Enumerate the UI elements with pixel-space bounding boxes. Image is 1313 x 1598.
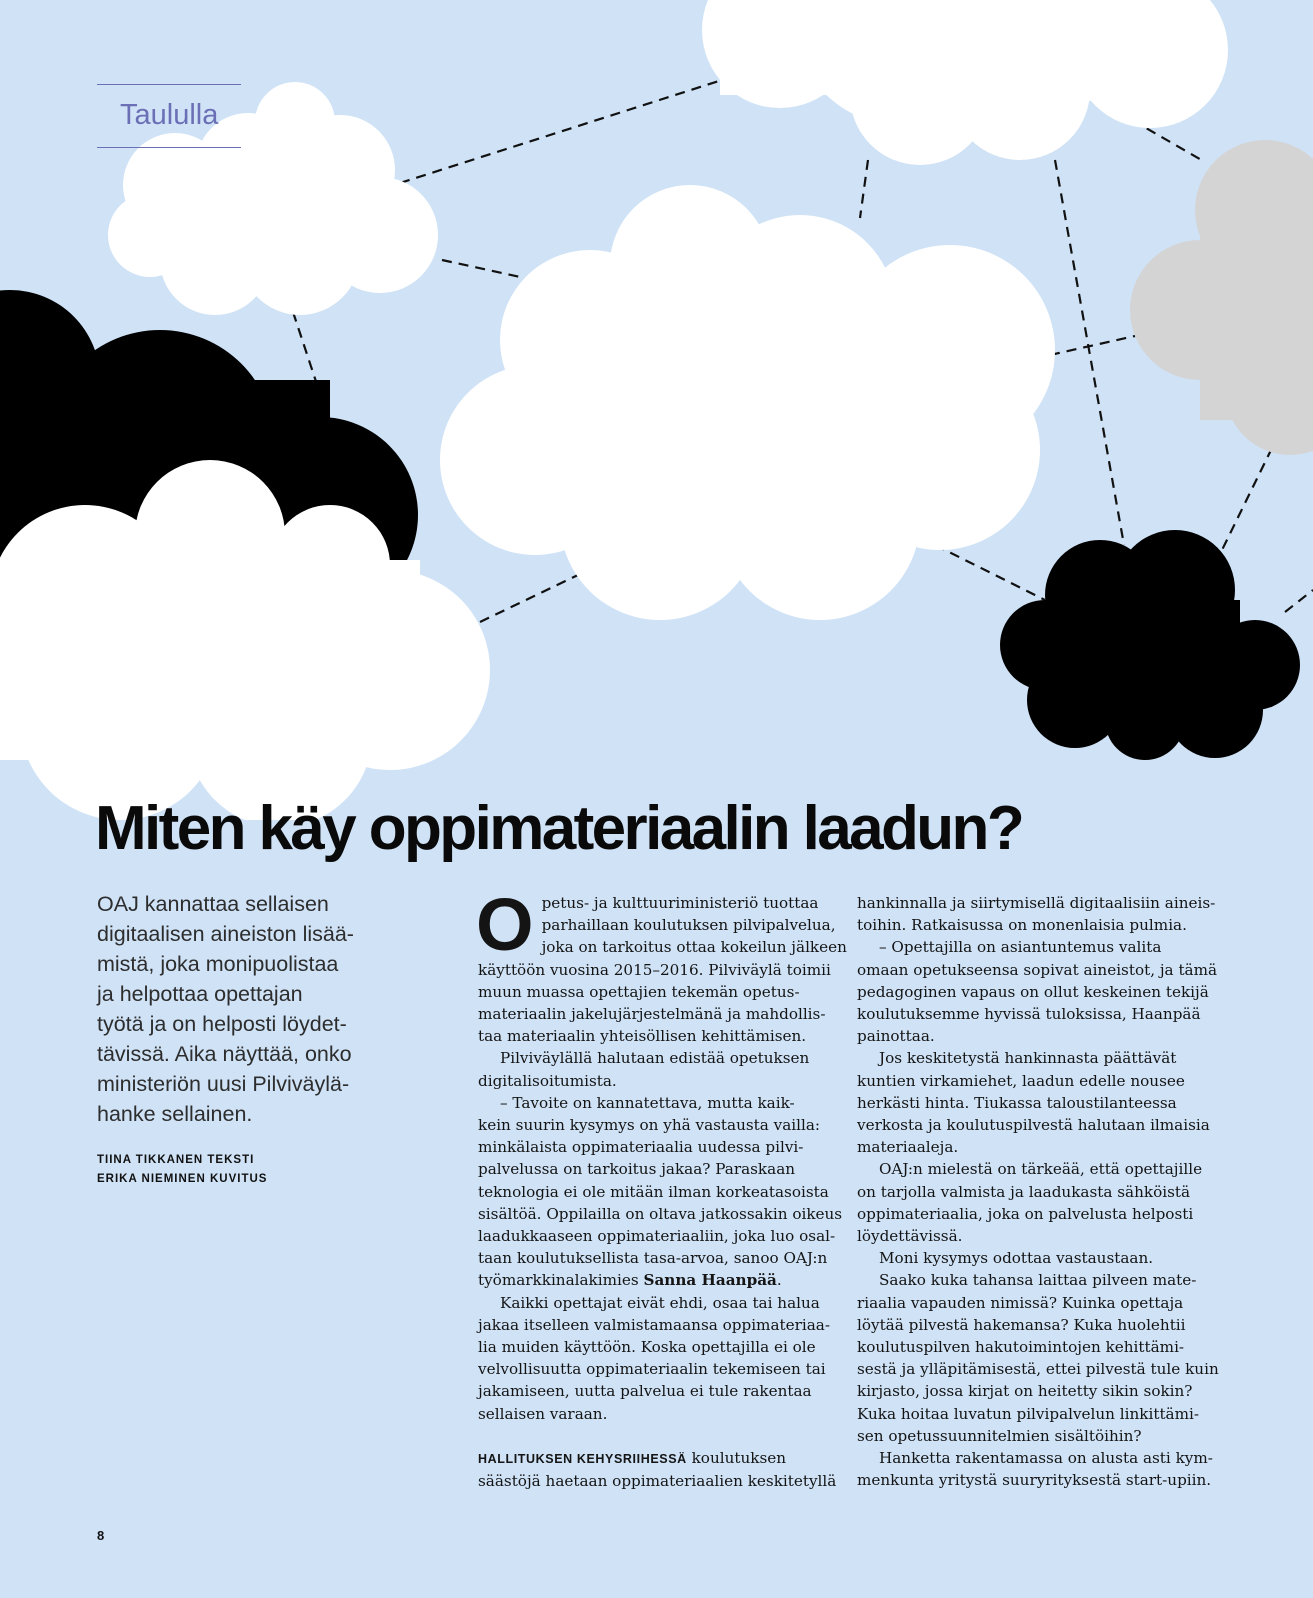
body-line: menkunta yritystä suuryrityksestä start-upiin. bbox=[857, 1471, 1212, 1490]
body-line: velvollisuutta oppimateriaalin tekemiseen tai bbox=[478, 1360, 826, 1379]
body-line: Moni kysymys odottaa vastaustaan. bbox=[879, 1249, 1154, 1268]
body-line: painottaa. bbox=[857, 1027, 935, 1046]
body-line: Jos keskitetystä hankinnasta päättävät bbox=[879, 1049, 1177, 1068]
body-line: materiaalin jakelujärjestelmänä ja mahdollis- bbox=[478, 1005, 826, 1024]
body-line: Kuka hoitaa luvatun pilvipalvelun linkittämi- bbox=[857, 1404, 1200, 1423]
body-line: koulutuksemme hyvissä tuloksissa, Haanpää bbox=[857, 1005, 1201, 1024]
quoted-person-name: Sanna Haanpää bbox=[643, 1271, 777, 1290]
body-line: teknologia ei ole mitään ilman korkeatasoista bbox=[478, 1182, 829, 1201]
body-line: jakamiseen, uutta palvelua ei tule rakentaa bbox=[478, 1382, 812, 1401]
body-line bbox=[478, 1447, 838, 1470]
article-headline: Miten käy oppimateriaalin laadun? bbox=[95, 794, 1023, 863]
cloud-grey-right bbox=[1130, 140, 1313, 455]
body-line: säästöjä haetaan oppimateriaalien keskitetyllä bbox=[478, 1472, 837, 1491]
body-text: työmarkkinalakimies bbox=[478, 1271, 644, 1290]
drop-cap: O bbox=[476, 883, 534, 966]
byline-text: TIINA TIKKANEN TEKSTI bbox=[97, 1154, 255, 1166]
body-column-1 bbox=[476, 883, 847, 1492]
body-line: omaan opetukseensa sopivat aineistot, ja tämä bbox=[857, 960, 1218, 979]
body-line: herkästi hinta. Tiukassa taloustilanteessa bbox=[857, 1093, 1177, 1112]
body-line: oppimateriaalia, joka on palvelusta helposti bbox=[857, 1204, 1194, 1223]
lead-line: mistä, joka monipuolistaa bbox=[97, 952, 339, 976]
body-line: löydettävissä. bbox=[857, 1227, 963, 1246]
body-line: muun muassa opettajien tekemän opetus- bbox=[478, 982, 800, 1001]
body-line: Kaikki opettajat eivät ehdi, osaa tai halua bbox=[500, 1293, 820, 1312]
body-line: digitalisoitumista. bbox=[478, 1071, 617, 1090]
body-line: riaalia vapauden nimissä? Kuinka opettaja bbox=[857, 1293, 1184, 1312]
subheading: HALLITUKSEN KEHYSRIIHESSÄ bbox=[478, 1451, 687, 1466]
body-line: Pilviväylällä halutaan edistää opetuksen bbox=[500, 1049, 810, 1068]
body-text: . bbox=[776, 1271, 782, 1290]
byline bbox=[97, 1151, 267, 1189]
lead-line: työtä ja on helposti löydet- bbox=[97, 1012, 347, 1036]
article-lead bbox=[97, 889, 377, 1129]
cloud-large-center bbox=[440, 185, 1055, 620]
body-line: kuntien virkamiehet, laadun edelle nousee bbox=[857, 1071, 1185, 1090]
body-line: pedagoginen vapaus on ollut keskeinen tekijä bbox=[857, 982, 1209, 1001]
section-label-text: Taululla bbox=[120, 99, 219, 131]
body-line: taa materiaalin yhteisöllisen kehittämisen. bbox=[478, 1027, 807, 1046]
body-line: materiaaleja. bbox=[857, 1138, 959, 1157]
body-line: lia muiden käyttöön. Koska opettajilla ei ole bbox=[478, 1338, 816, 1357]
body-line: verkosta ja koulutuspilvestä halutaan ilmaisia bbox=[857, 1116, 1210, 1135]
body-line: minkälaista oppimateriaalia uudessa pilvi- bbox=[478, 1138, 804, 1157]
body-line: petus- ja kulttuuriministeriö tuottaa bbox=[541, 894, 819, 912]
body-line: kirjasto, jossa kirjat on heitetty sikin sokin? bbox=[857, 1382, 1193, 1401]
body-line: – Tavoite on kannatettava, mutta kaik- bbox=[500, 1093, 795, 1112]
body-line: – Opettajilla on asiantuntemus valita bbox=[879, 938, 1162, 957]
body-line: kein suurin kysymys on yhä vastausta vailla: bbox=[478, 1116, 821, 1135]
body-line: on tarjolla valmista ja laadukasta sähköistä bbox=[857, 1182, 1191, 1201]
body-line: käyttöön vuosina 2015–2016. Pilviväylä toimii bbox=[478, 960, 831, 979]
lead-line: hanke sellainen. bbox=[97, 1102, 253, 1126]
body-line: sestä ja ylläpitämisestä, ettei pilvestä tule kuin bbox=[857, 1360, 1219, 1379]
body-line: sellaisen varaan. bbox=[478, 1404, 608, 1423]
body-column-2 bbox=[857, 892, 1217, 1491]
lead-line: OAJ kannattaa sellaisen bbox=[97, 892, 329, 916]
body-line: löytää pilvestä hakemansa? Kuka huolehtii bbox=[857, 1315, 1186, 1334]
body-line: taan koulutuksellista tasa-arvoa, sanoo OAJ:n bbox=[478, 1249, 828, 1268]
lead-line: ja helpottaa opettajan bbox=[97, 982, 303, 1006]
body-line: parhaillaan koulutuksen pilvipalvelua, bbox=[541, 916, 836, 935]
body-line: laadukkaaseen oppimateriaaliin, joka luo osal- bbox=[478, 1227, 836, 1246]
body-line: sen opetussuunnitelmien sisältöihin? bbox=[857, 1426, 1142, 1445]
byline-illustration: ERIKA NIEMINEN KUVITUS bbox=[97, 1173, 268, 1185]
body-line: OAJ:n mielestä on tärkeää, että opettajille bbox=[879, 1160, 1203, 1179]
body-line: Hanketta rakentamassa on alusta asti kym- bbox=[879, 1449, 1213, 1468]
lead-line: ministeriön uusi Pilviväylä- bbox=[97, 1072, 350, 1096]
body-line: palvelussa on tarkoitus jakaa? Paraskaan bbox=[478, 1160, 796, 1179]
lead-line: tävissä. Aika näyttää, onko bbox=[97, 1042, 352, 1066]
body-line: sisältöä. Oppilailla on oltava jatkossakin oikeus bbox=[478, 1204, 843, 1223]
body-line: joka on tarkoitus ottaa kokeilun jälkeen bbox=[541, 938, 847, 957]
section-label bbox=[97, 84, 241, 148]
cloud-black-right bbox=[1000, 530, 1300, 760]
cloud-top-center bbox=[702, 0, 1228, 165]
body-line bbox=[478, 1269, 838, 1291]
body-line: jakaa itselleen valmistamaansa oppimateriaa- bbox=[478, 1315, 830, 1334]
body-line: Saako kuka tahansa laittaa pilveen mate- bbox=[879, 1271, 1197, 1290]
body-text: koulutuksen bbox=[686, 1448, 787, 1467]
page-number: 8 bbox=[97, 1528, 105, 1543]
body-line: hankinnalla ja siirtymisellä digitaalisiin aineis- bbox=[857, 894, 1216, 912]
body-line: toihin. Ratkaisussa on monenlaisia pulmia. bbox=[857, 916, 1187, 935]
body-line: koulutuspilven hakutoimintojen kehittämi- bbox=[857, 1338, 1185, 1357]
lead-line: digitaalisen aineiston lisää- bbox=[97, 922, 354, 946]
